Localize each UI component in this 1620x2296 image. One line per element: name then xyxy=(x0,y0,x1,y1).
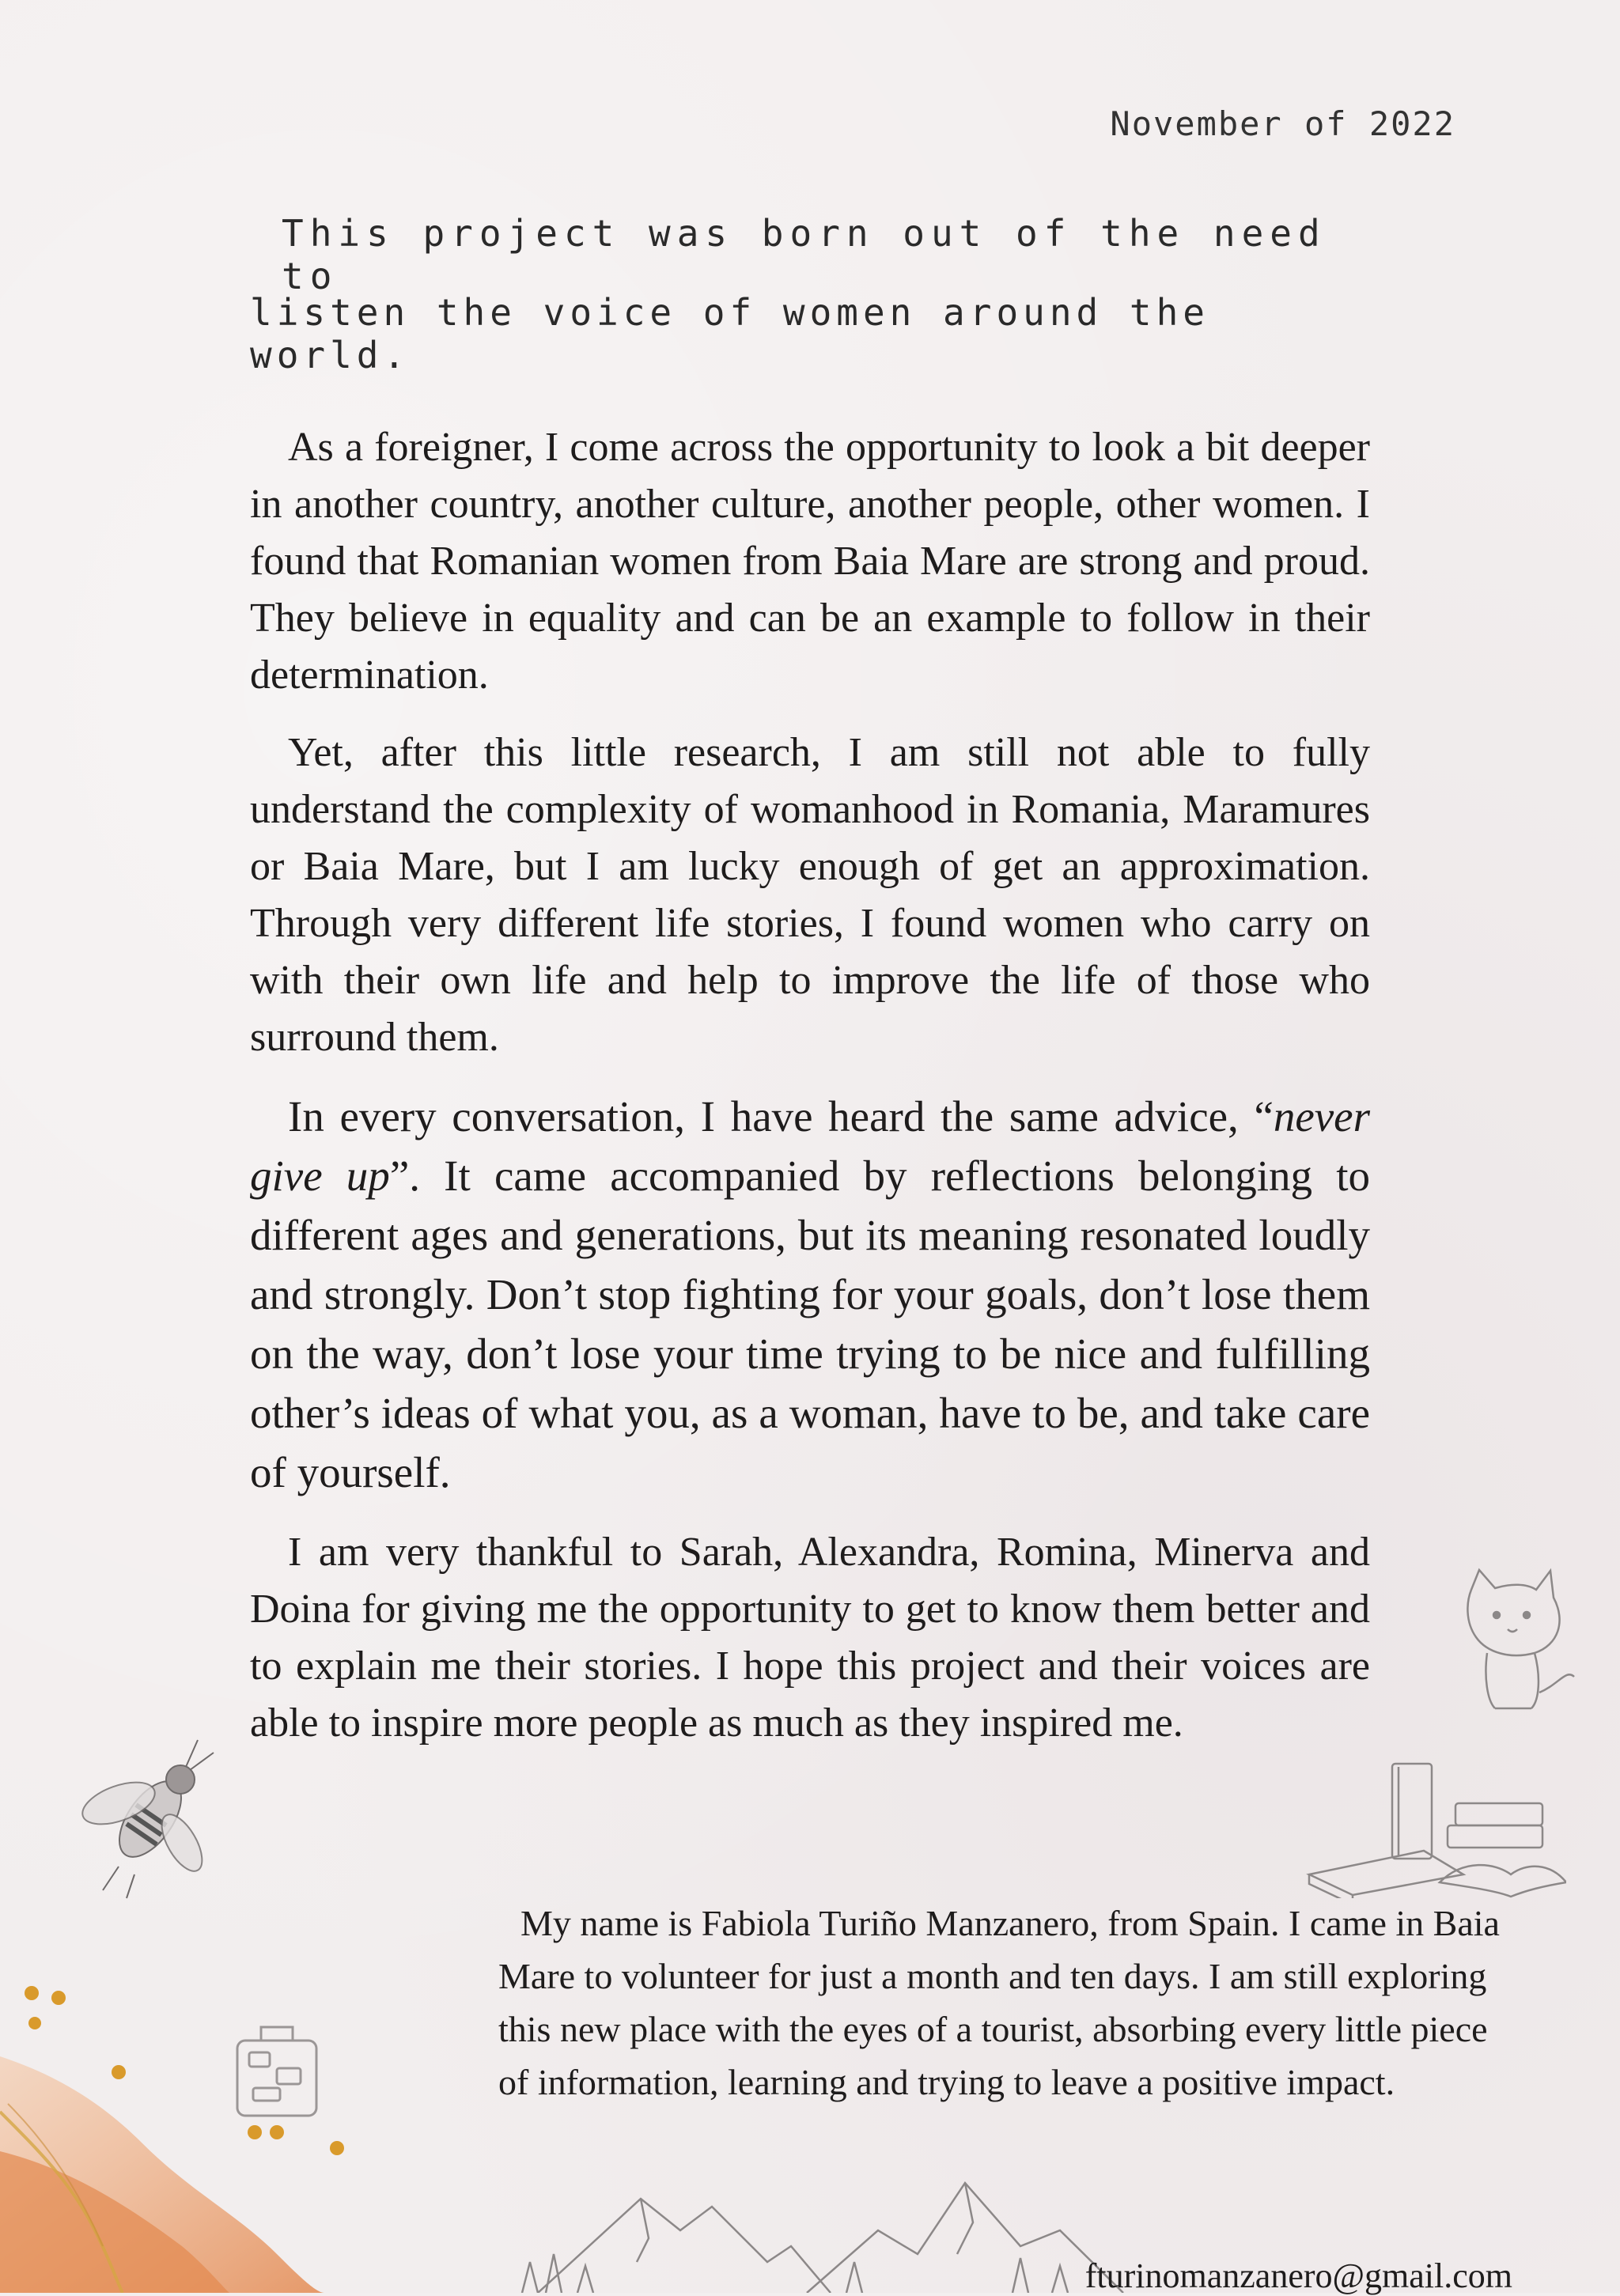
letter-date: November of 2022 xyxy=(1110,104,1455,143)
intro-statement xyxy=(250,212,1373,376)
advice-quote: never give up xyxy=(250,1092,1370,1200)
author-bio-text: My name is Fabiola Turiño Manzanero, from Spain. I came in Baia Mare to volunteer for just a month and ten days. I am still exploring this new place with the eyes of a tourist, absorbing every little piece of information, learning and trying to leave a positive impact. xyxy=(498,1903,1500,2102)
paragraph-research: Yet, after this little research, I am still not able to fully understand the complexity of womanhood in Romania, Maramures or Baia Mare, but I am lucky enough of get an approximation. Through very different life stories, I found women who carry on with their own life and help to improve the life of those who surround them. xyxy=(250,730,1370,1060)
paragraph-foreigner: As a foreigner, I come across the opportunity to look a bit deeper in another country, another culture, another people, other women. I found that Romanian women from Baia Mare are strong and proud. They believe in equality and can be an example to follow in their determination. xyxy=(250,425,1370,698)
books-icon xyxy=(1305,1756,1566,1898)
author-bio xyxy=(498,1897,1519,2109)
letter-body xyxy=(250,419,1370,1772)
advice-lead-text: In every conversation, I have heard the same advice, “ xyxy=(288,1092,1274,1140)
paragraph-thanks: I am very thankful to Sarah, Alexandra, Romina, Minerva and Doina for giving me the opportunity to get to know them better and to explain me their stories. I hope this project and their voices are able to inspire more people as much as they inspired me. xyxy=(250,1530,1370,1746)
intro-line-1: This project was born out of the need to xyxy=(282,212,1327,297)
watercolor-wash xyxy=(0,1914,411,2293)
advice-rest-text: ”. It came accompanied by reflections belonging to different ages and generations, but its meaning resonated loudly and strongly. Don’t stop fighting for your goals, don’t lose them on the way, don’t lose your time trying to be nice and fulfilling other’s ideas of what you, as a woman, have to be, and take care of yourself. xyxy=(250,1152,1370,1496)
author-email[interactable]: fturinomanzanero@gmail.com xyxy=(1084,2256,1512,2295)
intro-line-2: listen the voice of women around the world. xyxy=(250,291,1209,376)
mountains-icon xyxy=(506,2167,1139,2293)
bee-icon xyxy=(71,1732,229,1906)
cat-icon xyxy=(1448,1566,1582,1716)
suitcase-icon xyxy=(233,2021,320,2120)
paragraph-advice xyxy=(250,1087,1370,1502)
